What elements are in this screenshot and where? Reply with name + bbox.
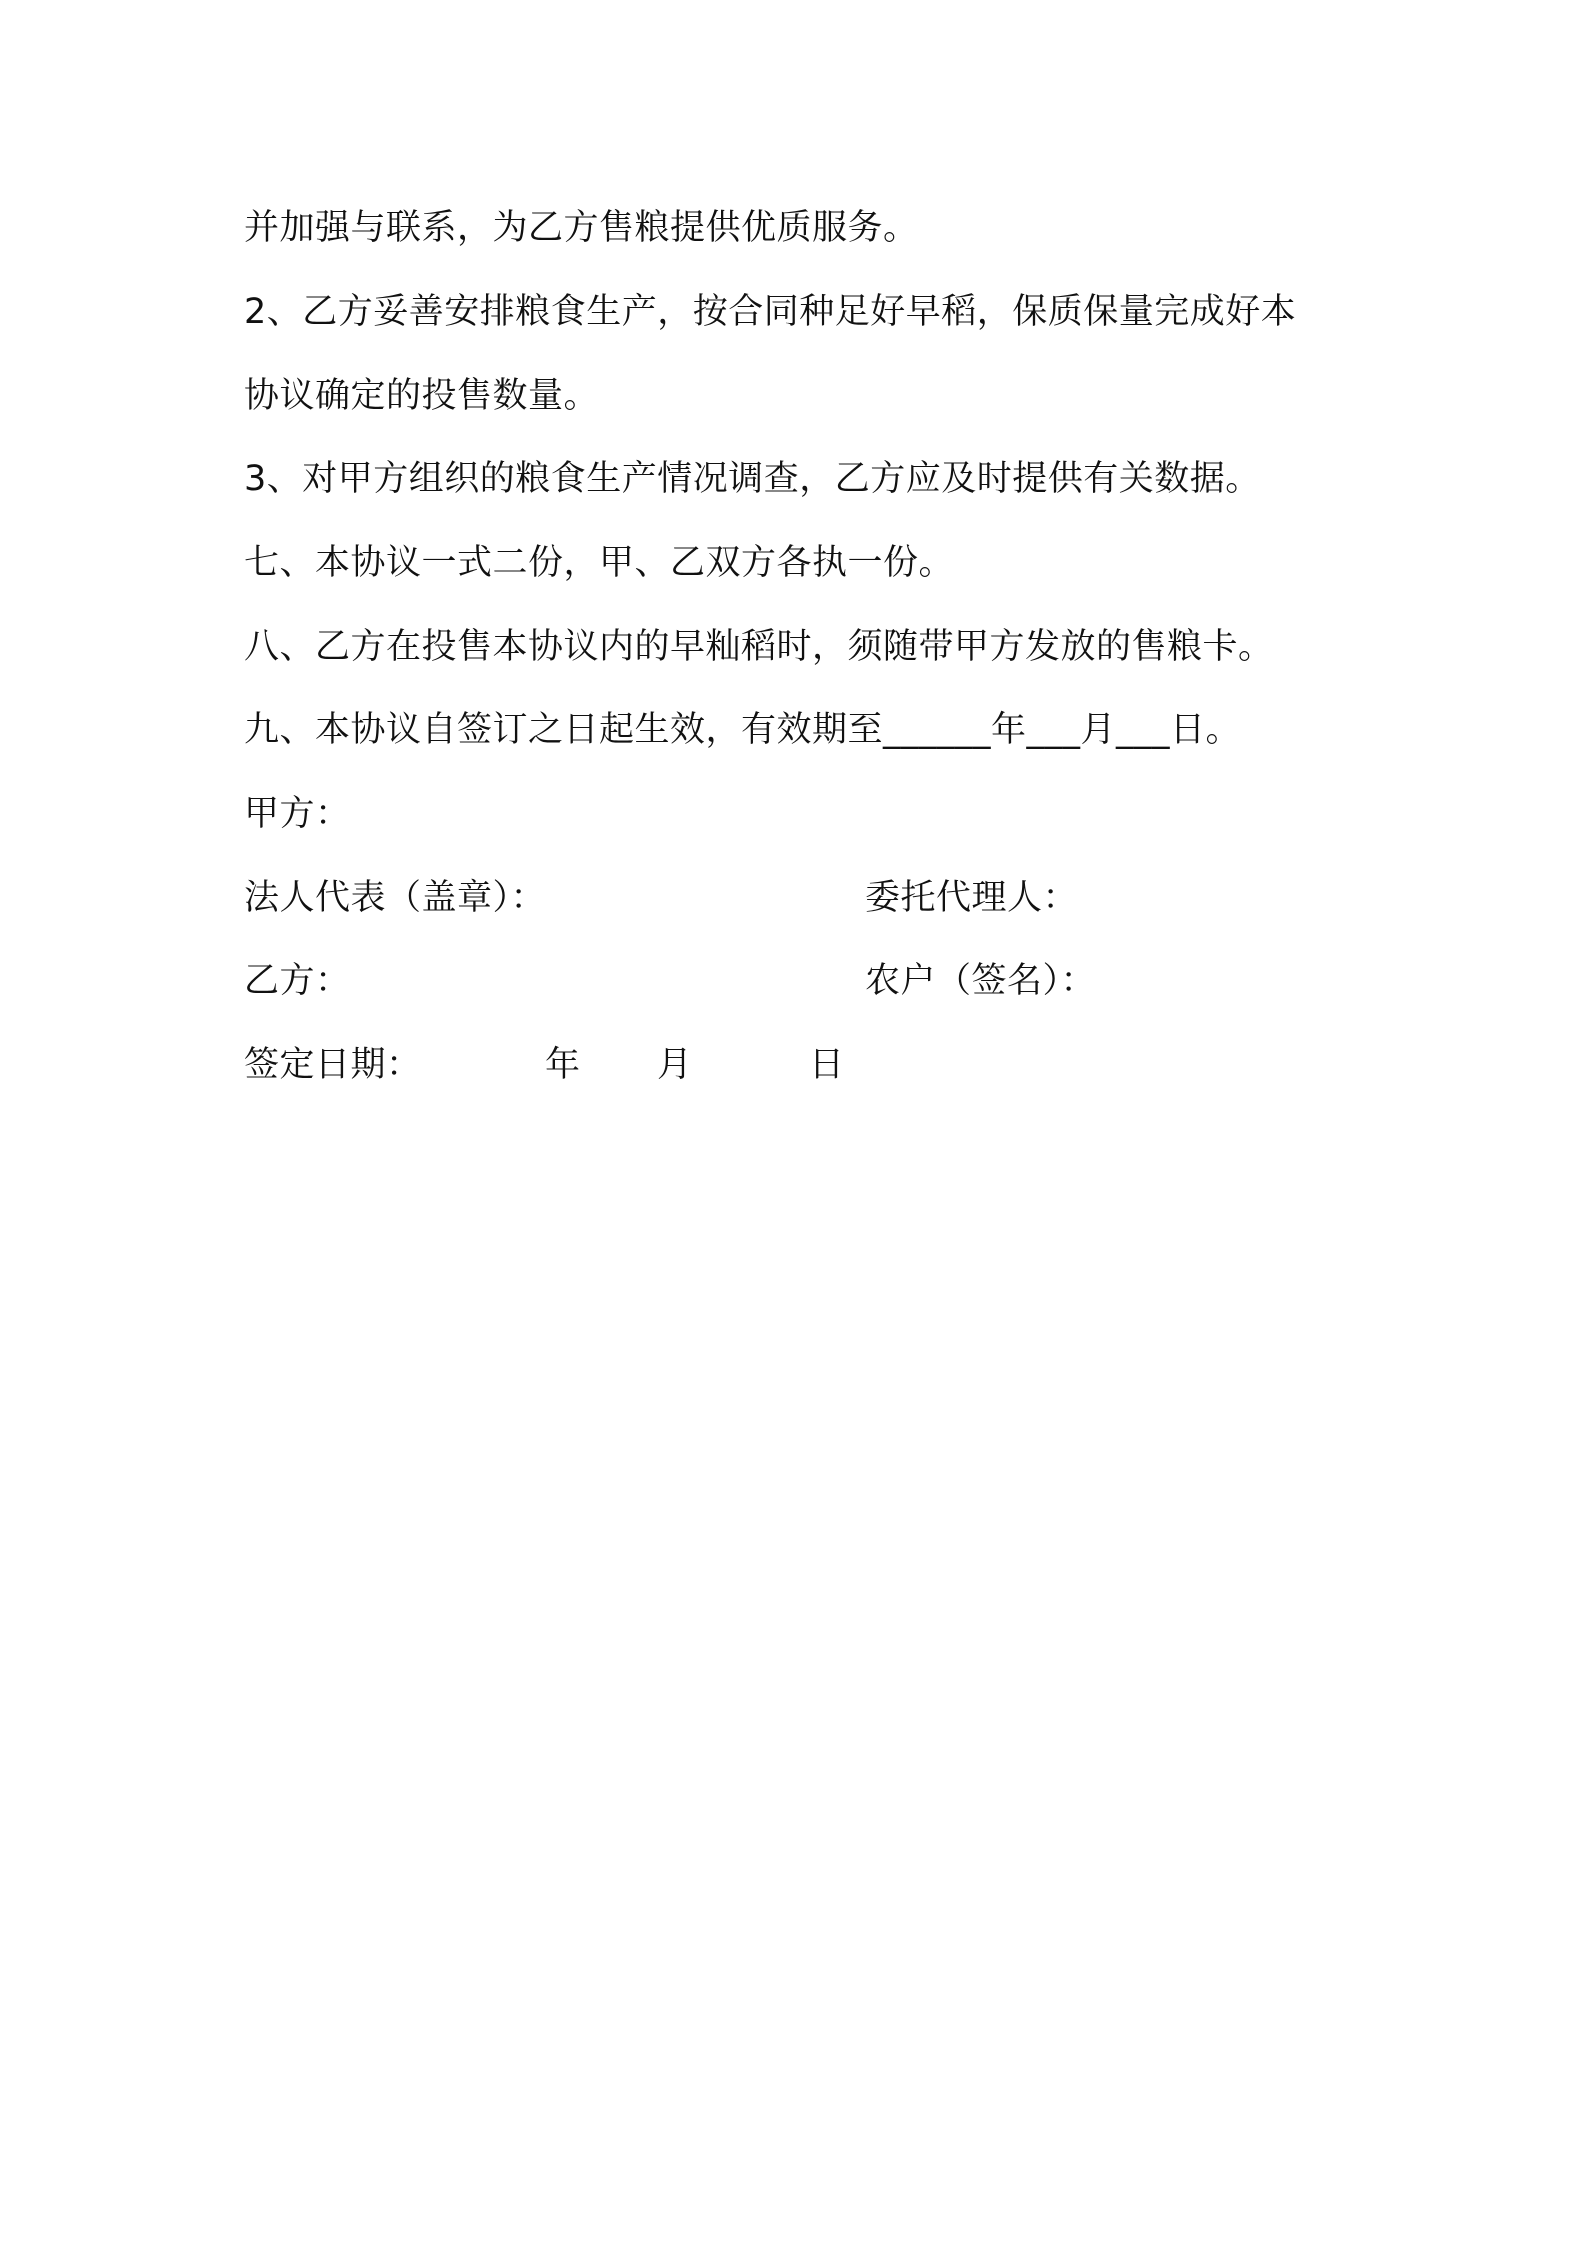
farmer-signature-label: 农户（签名）： [865, 961, 1097, 1001]
sign-date-label: 签定日期： [244, 1045, 422, 1085]
party-a-label: 甲方： [244, 794, 351, 834]
sign-date-year: 年 [545, 1045, 581, 1085]
clause-continuation: 并加强与联系，为乙方售粮提供优质服务。 [244, 208, 919, 248]
sign-date-day: 日 [809, 1045, 845, 1085]
clause-2-line-2: 协议确定的投售数量。 [244, 376, 600, 416]
clause-3: 3、对甲方组织的粮食生产情况调查，乙方应及时提供有关数据。 [244, 459, 1261, 499]
party-b-label: 乙方： [244, 961, 351, 1001]
agent-label: 委托代理人： [865, 878, 1079, 918]
legal-rep-label: 法人代表（盖章）： [244, 878, 547, 918]
sign-date-month: 月 [657, 1045, 693, 1085]
clause-eight: 八、乙方在投售本协议内的早籼稻时，须随带甲方发放的售粮卡。 [244, 627, 1274, 667]
clause-2-line-1: 2、乙方妥善安排粮食生产，按合同种足好早稻，保质保量完成好本 [244, 292, 1297, 332]
clause-nine: 九、本协议自签订之日起生效，有效期至______年___月___日。 [244, 710, 1242, 750]
clause-seven: 七、本协议一式二份，甲、乙双方各执一份。 [244, 543, 955, 583]
